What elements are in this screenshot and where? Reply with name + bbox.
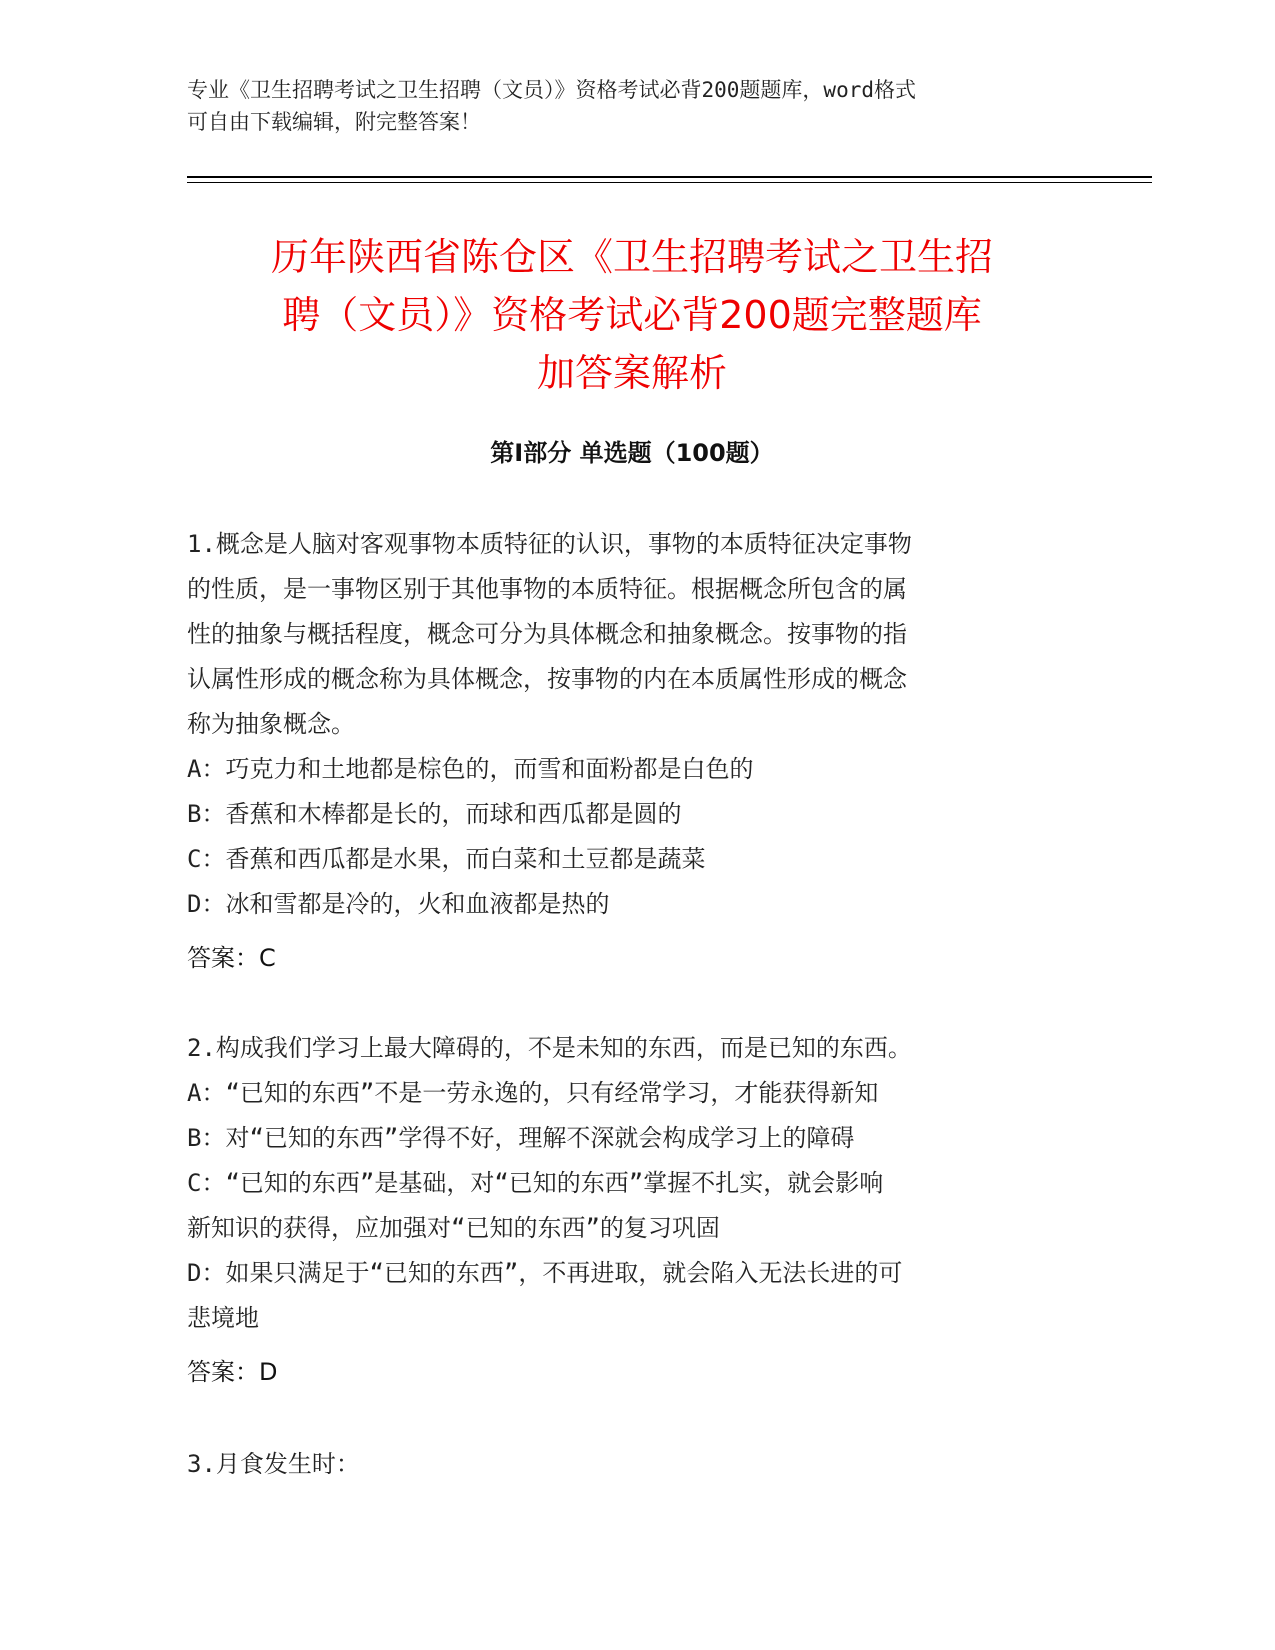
answer-2: 答案：D [187, 1358, 278, 1386]
question-stem-line: 称为抽象概念。 [187, 710, 355, 738]
option-a: A：“已知的东西”不是一劳永逸的，只有经常学习，才能获得新知 [187, 1079, 879, 1107]
question-stem-line: 1.概念是人脑对客观事物本质特征的认识，事物的本质特征决定事物 [187, 530, 912, 558]
document-title-line: 历年陕西省陈仓区《卫生招聘考试之卫生招 [270, 235, 993, 279]
document-title [187, 228, 1077, 402]
answer-1: 答案：C [187, 944, 276, 972]
option-c-continued: 新知识的获得，应加强对“已知的东西”的复习巩固 [187, 1214, 720, 1242]
question-3 [187, 1442, 1077, 1487]
header-note-line: 专业《卫生招聘考试之卫生招聘（文员）》资格考试必背200题题库，word格式 [187, 78, 916, 102]
document-title-line: 加答案解析 [536, 351, 727, 395]
question-stem-line: 性的抽象与概括程度，概念可分为具体概念和抽象概念。按事物的指 [187, 620, 907, 648]
question-2 [187, 1026, 1077, 1341]
document-title-line: 聘（文员）》资格考试必背200题完整题库 [282, 293, 982, 337]
option-c: C：香蕉和西瓜都是水果，而白菜和土豆都是蔬菜 [187, 845, 706, 873]
option-d: D：如果只满足于“已知的东西”，不再进取，就会陷入无法长进的可 [187, 1259, 903, 1287]
header-divider-thin [187, 182, 1152, 183]
header-note-line: 可自由下载编辑，附完整答案！ [187, 110, 481, 134]
question-stem-line: 3.月食发生时： [187, 1450, 360, 1478]
option-b: B：对“已知的东西”学得不好，理解不深就会构成学习上的障碍 [187, 1124, 855, 1152]
section-title: 第Ⅰ部分 单选题（100题） [490, 439, 774, 467]
option-a: A：巧克力和土地都是棕色的，而雪和面粉都是白色的 [187, 755, 754, 783]
option-d: D：冰和雪都是冷的，火和血液都是热的 [187, 890, 610, 918]
question-stem-line: 认属性形成的概念称为具体概念，按事物的内在本质属性形成的概念 [187, 665, 907, 693]
option-b: B：香蕉和木棒都是长的，而球和西瓜都是圆的 [187, 800, 682, 828]
question-stem-line: 2.构成我们学习上最大障碍的，不是未知的东西，而是已知的东西。 [187, 1034, 912, 1062]
question-1 [187, 522, 1077, 927]
header-note [187, 74, 1067, 138]
question-stem-line: 的性质，是一事物区别于其他事物的本质特征。根据概念所包含的属 [187, 575, 907, 603]
option-c: C：“已知的东西”是基础，对“已知的东西”掌握不扎实，就会影响 [187, 1169, 884, 1197]
option-d-continued: 悲境地 [187, 1304, 259, 1332]
header-divider-thick [187, 176, 1152, 178]
